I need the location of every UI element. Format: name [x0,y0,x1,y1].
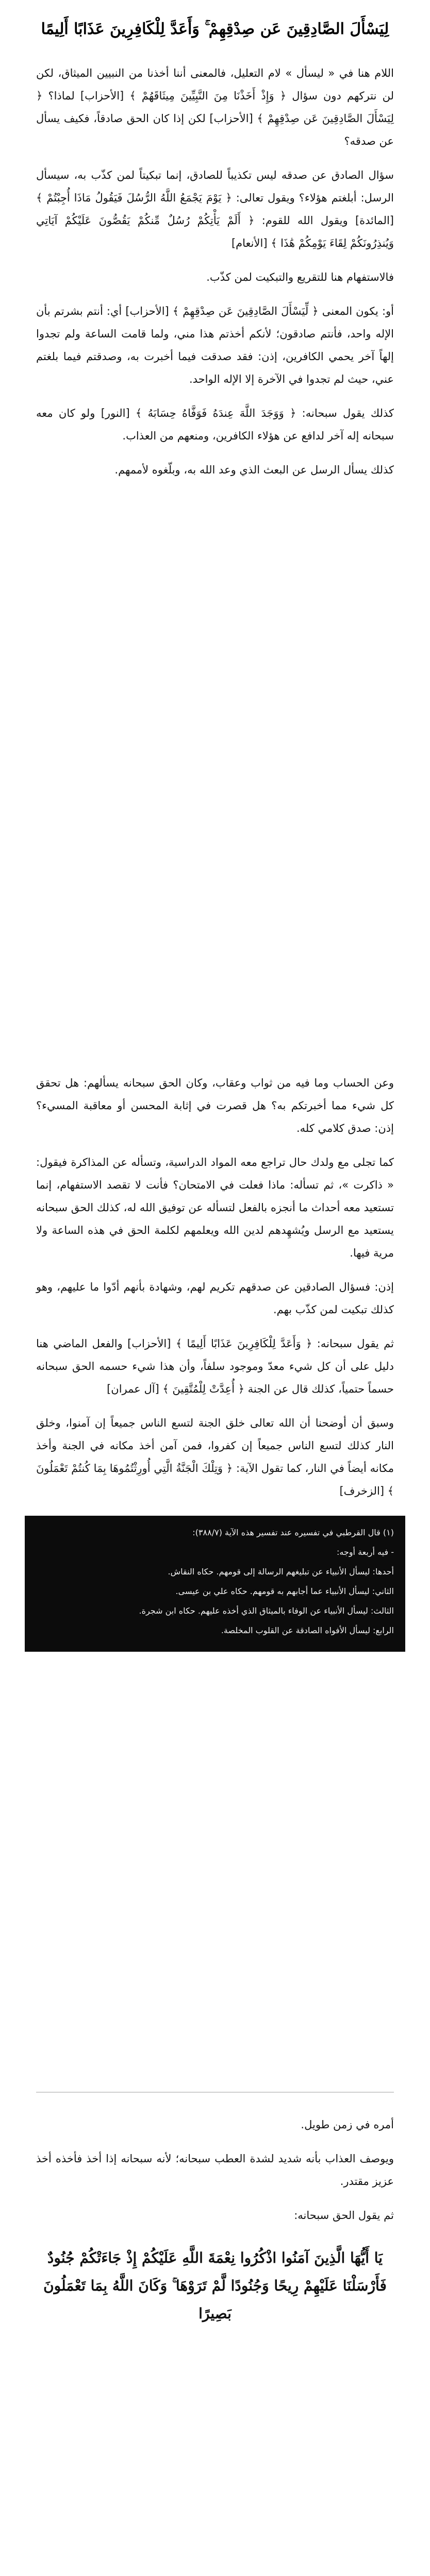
paragraph: وسبق أن أوضحنا أن الله تعالى خلق الجنة لتسع الناس جميعاً إن آمنوا، وخلق النار كذلك لتسع الناس جميعاً إن كفروا، فمن آمن أخذ مكانه في الجنة وأخذ مكانه أيضاً في النار، كما تقول الآية: ﴿ وَتِلْكَ الْجَنَّةُ الَّتِي أُورِثْتُمُوهَا بِمَا كُنتُمْ تَعْمَلُونَ ﴾ [الزخرف] [36,1417,394,1497]
footnote-line: أحدها: ليسأل الأنبياء عن تبليغهم الرسالة إلى قومهم. حكاه النقاش. [168,1567,394,1577]
paragraph: ثم يقول الحق سبحانه: [294,2209,394,2222]
paragraph: ويوصف العذاب بأنه شديد لشدة العطب سبحانه؛ لأنه سبحانه إذا أخذ فأخذه أخذ عزيز مقتدر. [36,2153,394,2188]
footnote-box [25,1516,405,1652]
paragraph: أمره في زمن طويل. [301,2119,394,2131]
footnote-line: الثاني: ليسأل الأنبياء عما أجابهم به قومهم. حكاه علي بن عيسى. [175,1586,394,1596]
footnote-line: الرابع: ليسأل الأفواه الصادقة عن القلوب المخلصة. [221,1625,394,1635]
footnote-line: - فيه أربعة أوجه: [336,1547,394,1557]
page-2 [0,1072,430,2071]
page-3 [0,2071,430,2576]
footnote-line: الثالث: ليسأل الأنبياء عن الوفاء بالميثاق الذي أخذه عليهم. حكاه ابن شجرة. [139,1606,394,1616]
page-1 [0,0,430,1072]
paragraph: اللام هنا في « ليسأل » لام التعليل، فالمعنى أننا أخذنا من النبيين الميثاق، لكن لن نتركهم دون سؤال ﴿ وَإِذْ أَخَذْنَا مِنَ النَّبِيِّينَ مِيثَاقَهُمْ ﴾ [الأحزاب] لماذا؟ ﴿ لِيَسْأَلَ الصَّادِقِينَ عَن صِدْقِهِمْ ﴾ [الأحزاب] لكن إذا كان الحق صادقاً، فكيف يسأل عن صدقه؟ [36,67,394,147]
paragraph: أو: يكون المعنى ﴿ لِّيَسْأَلَ الصَّادِقِينَ عَن صِدْقِهِمْ ﴾ [الأحزاب] أي: أنتم بشرتم بأن الإله واحد، فأنتم صادقون؛ لأنكم أخذتم هذا مني، ولما قامت الساعة ولم تجدوا إلهاً آخر يحمي الكافرين، إذن: فقد صدقت فيما أخبرت به، وصدقتم فيما بلغتم عني، حيث لم تجدوا في الآخرة إلا الإله الواحد. [36,305,394,385]
paragraph: كذلك يسأل الرسل عن البعث الذي وعد الله به، وبلّغوه لأممهم. [114,464,394,476]
closing-verse: يَا أَيُّهَا الَّذِينَ آمَنُوا اذْكُرُوا نِعْمَةَ اللَّهِ عَلَيْكُمْ إِذْ جَاءَتْكُمْ جُنُودٌ فَأَرْسَلْنَا عَلَيْهِمْ رِيحًا وَجُنُودًا لَّمْ تَرَوْهَا ۚ وَكَانَ اللَّهُ بِمَا تَعْمَلُونَ بَصِيرًا [43,2249,387,2322]
paragraph: وعن الحساب وما فيه من ثواب وعقاب، وكان الحق سبحانه يسألهم: هل تحقق كل شيء مما أخبرتكم به؟ هل قصرت في إثابة المحسن أو معاقبة المسيء؟ إذن: صدق كلامي كله. [36,1077,394,1134]
paragraph: سؤال الصادق عن صدقه ليس تكذيباً للصادق، إنما تبكيتاً لمن كذّب به، سيسأل الرسل: أبلغتم هؤلاء؟ ويقول تعالى: ﴿ يَوْمَ يَجْمَعُ اللَّهُ الرُّسُلَ فَيَقُولُ مَاذَا أُجِبْتُمْ ﴾ [المائدة] ويقول الله للقوم: ﴿ أَلَمْ يَأْتِكُمْ رُسُلٌ مِّنكُمْ يَقُصُّونَ عَلَيْكُمْ آيَاتِي وَيُنذِرُونَكُمْ لِقَاءَ يَوْمِكُمْ هَٰذَا ﴾ [الأنعام] [36,169,394,249]
paragraph: فالاستفهام هنا للتقريع والتبكيت لمن كذّب. [206,271,394,283]
page-divider [36,2092,394,2093]
paragraph: كذلك يقول سبحانه: ﴿ وَوَجَدَ اللَّهَ عِندَهُ فَوَفَّاهُ حِسَابَهُ ﴾ [النور] ولو كان معه سبحانه إله آخر لدافع عن هؤلاء الكافرين، ومنعهم من العذاب. [36,407,394,442]
footnote-line: (١) قال القرطبي في تفسيره عند تفسير هذه الآية (٣٨٨/٧): [192,1528,394,1537]
header-verse: لِيَسْأَلَ الصَّادِقِينَ عَن صِدْقِهِمْ ۚ وَأَعَدَّ لِلْكَافِرِينَ عَذَابًا أَلِيمًا [41,20,389,38]
paragraph: ثم يقول سبحانه: ﴿ وَأَعَدَّ لِلْكَافِرِينَ عَذَابًا أَلِيمًا ﴾ [الأحزاب] والفعل الماضي هنا دليل على أن كل شيء معدّ وموجود سلفاً، وأن هذا شيء حسمه الحق سبحانه حسماً حتمياً، كذلك قال عن الجنة ﴿ أُعِدَّتْ لِلْمُتَّقِينَ ﴾ [آل عمران] [36,1337,394,1395]
paragraph: إذن: فسؤال الصادقين عن صدقهم تكريم لهم، وشهادة بأنهم أدّوا ما عليهم، وهو كذلك تبكيت لمن كذّب بهم. [36,1281,394,1316]
paragraph: كما تجلى مع ولدك حال تراجع معه المواد الدراسية، وتسأله عن المذاكرة فيقول: « ذاكرت »، ثم تسأله: ماذا فعلت في الامتحان؟ فأنت لا تقصد الاستفهام، إنما تستعيد معه أحداث ما أنجزه بالفعل لتسأله عن توفيق الله له، كذلك الحق سبحانه يستعيد مع الرسل ويُشهِدهم لدين الله ويعلمهم لكلمة الحق في هذه الساعة ولا مرية فيها. [36,1156,394,1259]
